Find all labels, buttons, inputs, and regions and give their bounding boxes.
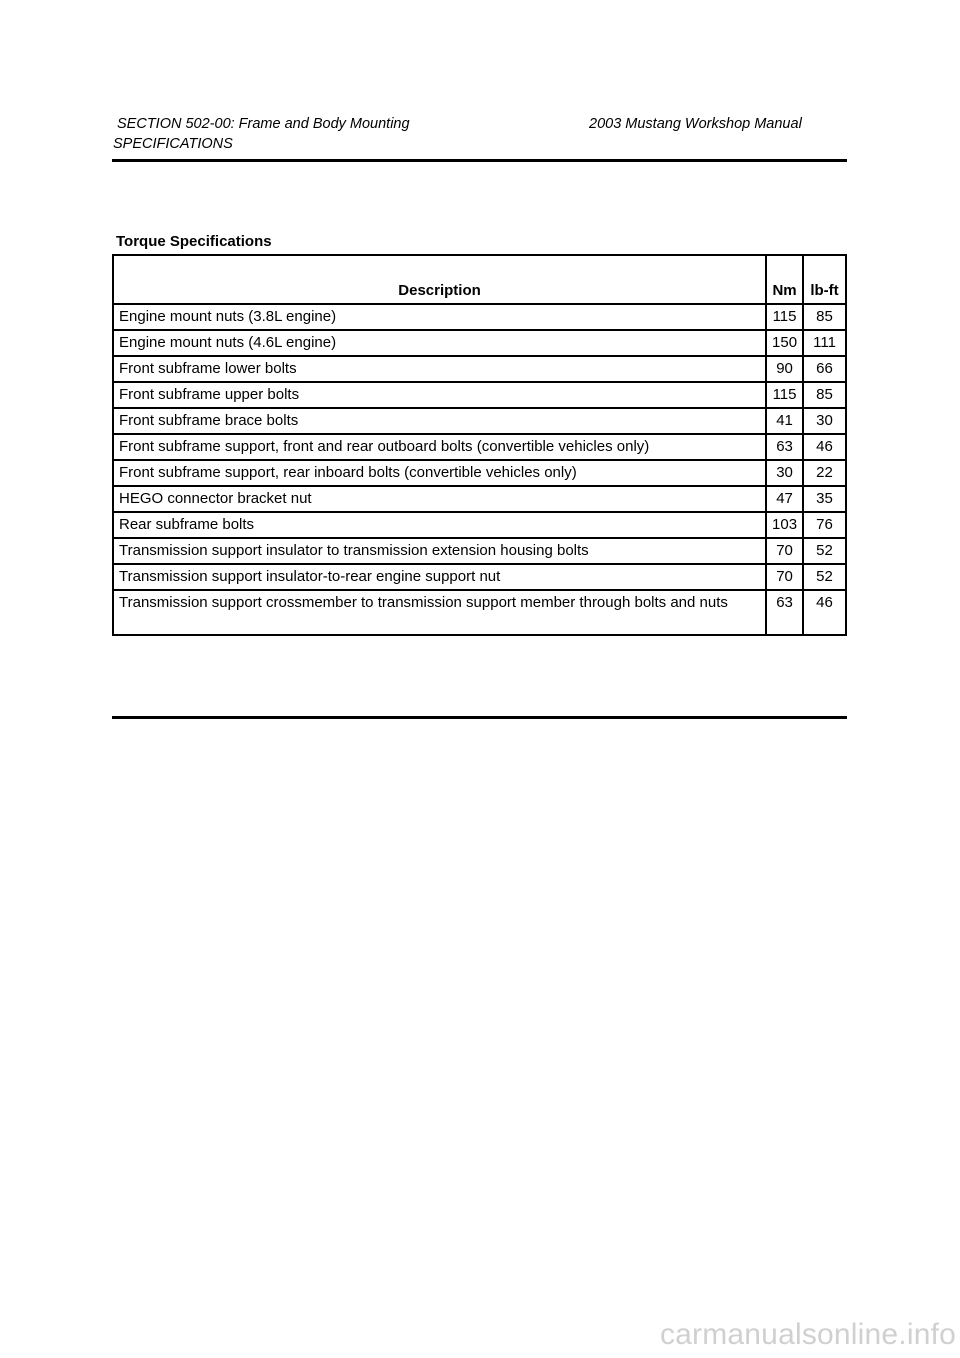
- column-header-description: Description: [113, 255, 766, 304]
- cell-lbft: 85: [803, 382, 846, 408]
- table-row: [113, 538, 846, 564]
- cell-lbft: 46: [803, 434, 846, 460]
- table-body: [113, 304, 846, 635]
- cell-nm: 115: [766, 382, 803, 408]
- cell-lbft: 30: [803, 408, 846, 434]
- cell-description: Transmission support crossmember to transmission support member through bolts and nuts: [113, 590, 766, 635]
- cell-nm: 115: [766, 304, 803, 330]
- cell-description: Transmission support insulator to transmission extension housing bolts: [113, 538, 766, 564]
- section-title: SECTION 502-00: Frame and Body Mounting: [117, 116, 410, 132]
- manual-title: 2003 Mustang Workshop Manual: [589, 116, 802, 132]
- cell-nm: 47: [766, 486, 803, 512]
- cell-description: Front subframe support, rear inboard bolts (convertible vehicles only): [113, 460, 766, 486]
- cell-description: HEGO connector bracket nut: [113, 486, 766, 512]
- cell-description: Transmission support insulator-to-rear engine support nut: [113, 564, 766, 590]
- cell-description: Front subframe lower bolts: [113, 356, 766, 382]
- table-row: [113, 486, 846, 512]
- torque-spec-table: [112, 254, 847, 636]
- cell-lbft: 66: [803, 356, 846, 382]
- table-header-row: [113, 255, 846, 304]
- cell-nm: 63: [766, 434, 803, 460]
- table-row: [113, 330, 846, 356]
- cell-nm: 150: [766, 330, 803, 356]
- table-title: Torque Specifications: [116, 233, 272, 250]
- column-header-lbft: lb-ft: [803, 255, 846, 304]
- subsection-title: SPECIFICATIONS: [113, 136, 233, 152]
- cell-lbft: 52: [803, 538, 846, 564]
- header-rule: [112, 159, 847, 162]
- cell-lbft: 85: [803, 304, 846, 330]
- cell-description: Engine mount nuts (3.8L engine): [113, 304, 766, 330]
- cell-description: Engine mount nuts (4.6L engine): [113, 330, 766, 356]
- watermark: carmanualsonline.info: [659, 1318, 956, 1351]
- cell-nm: 103: [766, 512, 803, 538]
- cell-nm: 41: [766, 408, 803, 434]
- cell-description: Front subframe brace bolts: [113, 408, 766, 434]
- footer-rule: [112, 716, 847, 719]
- table-row: [113, 408, 846, 434]
- table-row: [113, 304, 846, 330]
- cell-lbft: 46: [803, 590, 846, 635]
- column-header-nm: Nm: [766, 255, 803, 304]
- cell-lbft: 76: [803, 512, 846, 538]
- table-row: [113, 356, 846, 382]
- cell-lbft: 22: [803, 460, 846, 486]
- table-row: [113, 564, 846, 590]
- cell-lbft: 35: [803, 486, 846, 512]
- cell-nm: 70: [766, 564, 803, 590]
- table-row: [113, 460, 846, 486]
- table-row: [113, 382, 846, 408]
- cell-nm: 70: [766, 538, 803, 564]
- cell-description: Front subframe support, front and rear outboard bolts (convertible vehicles only): [113, 434, 766, 460]
- table-row: [113, 590, 846, 635]
- table-row: [113, 434, 846, 460]
- cell-description: Rear subframe bolts: [113, 512, 766, 538]
- cell-description: Front subframe upper bolts: [113, 382, 766, 408]
- cell-lbft: 52: [803, 564, 846, 590]
- cell-nm: 30: [766, 460, 803, 486]
- cell-nm: 90: [766, 356, 803, 382]
- table-row: [113, 512, 846, 538]
- cell-lbft: 111: [803, 330, 846, 356]
- cell-nm: 63: [766, 590, 803, 635]
